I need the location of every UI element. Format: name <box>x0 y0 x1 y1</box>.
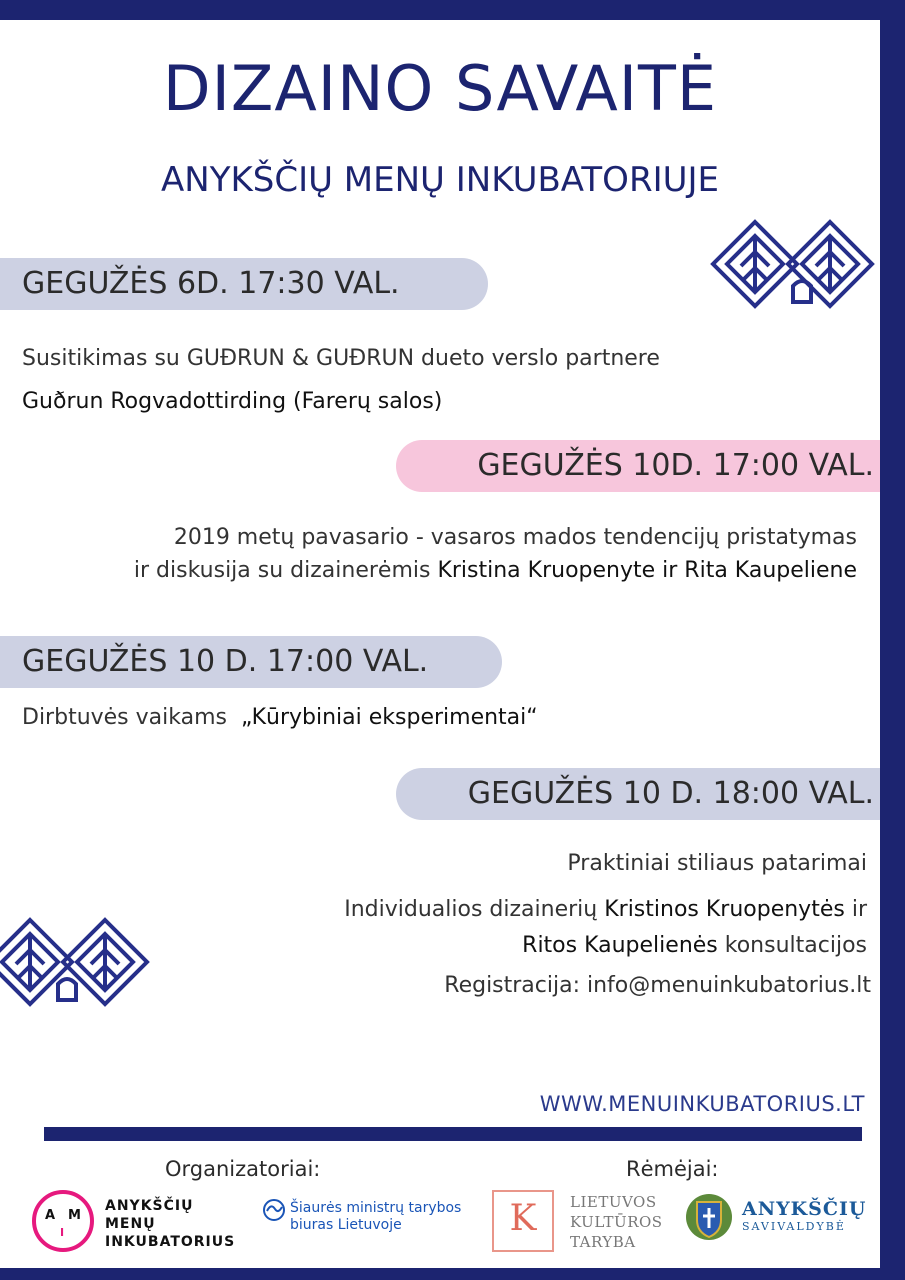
event-4-date: GEGUŽĖS 10 D. 18:00 VAL. <box>467 776 874 811</box>
anyksciai-text-line-1: ANYKŠČIŲ <box>742 1198 867 1220</box>
ami-text-line-3: INKUBATORIUS <box>105 1234 236 1250</box>
event-1-guest: Guðrun Rogvadottirding (Farerų salos) <box>22 389 443 414</box>
event-3-workshop-title: „Kūrybiniai eksperimentai“ <box>240 705 538 730</box>
event-2-date: GEGUŽĖS 10D. 17:00 VAL. <box>477 448 874 483</box>
event-3-description <box>22 704 538 732</box>
ami-logo-i: I <box>60 1226 65 1239</box>
nordic-text-line-1: Šiaurės ministrų tarybos <box>290 1200 462 1216</box>
ami-text-line-2: MENŲ <box>105 1216 156 1232</box>
event-2-date-pill <box>396 440 880 492</box>
event-3-date: GEGUŽĖS 10 D. 17:00 VAL. <box>22 644 429 679</box>
ornament-top-right-icon <box>705 214 880 314</box>
event-4-designer-2: Ritos Kaupelienės <box>522 933 718 958</box>
event-4-consult-line2 <box>522 932 867 960</box>
lkt-logo-letter: K <box>509 1198 537 1239</box>
event-2-description: 2019 metų pavasario - vasaros mados tendencijų pristatymas <box>173 525 857 550</box>
poster-subtitle: ANYKŠČIŲ MENŲ INKUBATORIUJE <box>161 160 719 200</box>
event-3-text: Dirbtuvės vaikams <box>22 705 227 730</box>
lkt-logo-text <box>570 1192 663 1252</box>
sponsors-label: Rėmėjai: <box>626 1157 719 1181</box>
lkt-text-line-3: TARYBA <box>570 1233 636 1251</box>
frame-top-bar <box>0 0 905 20</box>
event-4-tips: Praktiniai stiliaus patarimai <box>567 851 867 876</box>
event-4-consult-and: ir <box>851 897 867 922</box>
nordic-council-swan-icon <box>262 1198 286 1222</box>
event-1-date: GEGUŽĖS 6D. 17:30 VAL. <box>22 266 400 301</box>
event-4-consult-text: Individualios dizainerių <box>344 897 598 922</box>
lkt-text-line-2: KULTŪROS <box>570 1213 663 1231</box>
anyksciai-crest-icon <box>682 1192 736 1242</box>
frame-right-bar <box>880 0 905 1280</box>
ami-text-line-1: ANYKŠČIŲ <box>105 1198 194 1214</box>
nordic-council-text <box>290 1200 461 1234</box>
frame-bottom-bar <box>0 1268 905 1280</box>
ami-logo-m: M <box>68 1208 81 1223</box>
poster-title: DIZAINO SAVAITĖ <box>162 52 718 125</box>
ami-logo-text <box>105 1197 235 1251</box>
lkt-text-line-1: LIETUVOS <box>570 1193 657 1211</box>
event-2-designers: Kristina Kruopenyte ir Rita Kaupeliene <box>437 558 857 583</box>
event-4-registration: Registracija: info@menuinkubatorius.lt <box>444 973 871 998</box>
website-link[interactable]: WWW.MENUINKUBATORIUS.LT <box>539 1092 865 1116</box>
event-4-date-pill <box>396 768 880 820</box>
event-1-date-pill <box>0 258 488 310</box>
event-2-discussion <box>134 557 857 585</box>
lkt-logo-icon <box>492 1190 554 1252</box>
event-1-description: Susitikimas su GUĐRUN & GUĐRUN dueto verslo partnere <box>22 346 660 371</box>
event-4-designer-1: Kristinos Kruopenytės <box>604 897 845 922</box>
ornament-bottom-left-icon <box>0 912 155 1012</box>
ami-logo-a: A <box>45 1208 56 1223</box>
footer-divider <box>44 1127 862 1141</box>
organizers-label: Organizatoriai: <box>165 1157 321 1181</box>
anyksciai-text-line-2: SAVIVALDYBĖ <box>742 1220 846 1233</box>
event-4-consult-suffix: konsultacijos <box>724 933 867 958</box>
event-3-date-pill <box>0 636 502 688</box>
event-2-discussion-text: ir diskusija su dizainerėmis <box>133 558 431 583</box>
anyksciai-logo-text <box>742 1198 867 1233</box>
event-4-consult-line1 <box>344 896 867 924</box>
nordic-text-line-2: biuras Lietuvoje <box>290 1217 402 1233</box>
ami-logo-icon <box>32 1190 94 1252</box>
